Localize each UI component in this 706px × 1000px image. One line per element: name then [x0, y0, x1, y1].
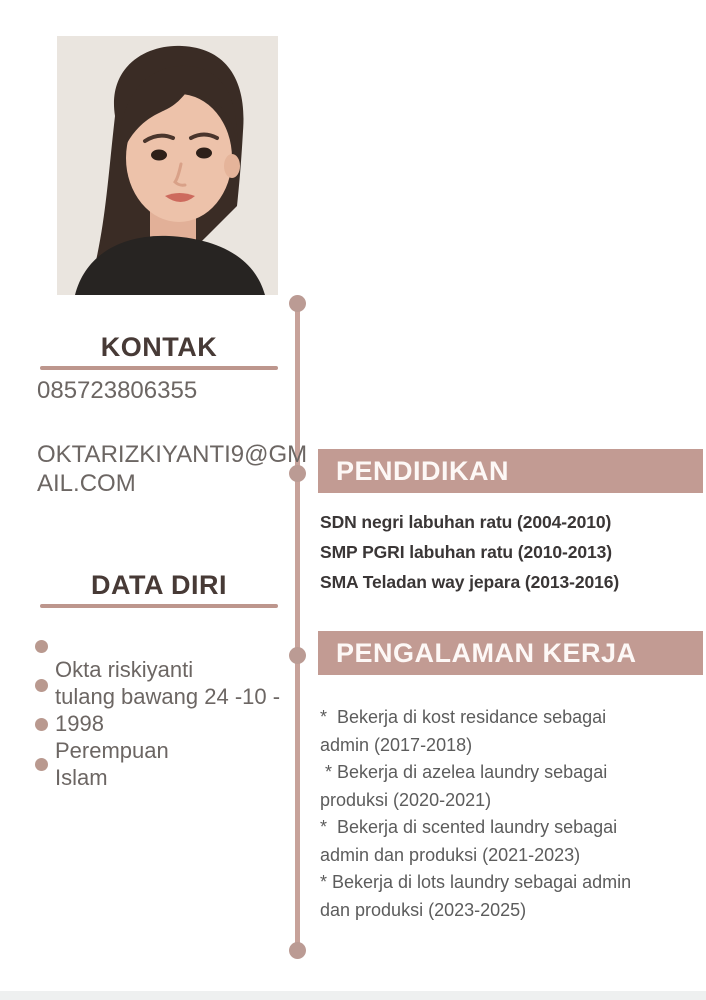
timeline-line [295, 303, 300, 951]
email-address: OKTARIZKIYANTI9@GMAIL.COM [37, 441, 308, 497]
profile-photo [57, 36, 278, 295]
footer-strip [0, 991, 706, 1000]
experience-list [320, 704, 645, 924]
education-item: SMA Teladan way jepara (2013-2016) [320, 572, 620, 592]
personal-data-item: Okta riskiyanti [55, 657, 194, 682]
personal-section-title: DATA DIRI [91, 570, 227, 600]
education-item: SMP PGRI labuhan ratu (2010-2013) [320, 542, 613, 562]
personal-data-list [55, 656, 305, 791]
experience-section-header: PENGALAMAN KERJA [318, 631, 703, 675]
experience-item: * Bekerja di azelea laundry sebagai produksi (2020-2021) [320, 762, 613, 810]
contact-section-title: KONTAK [100, 332, 218, 362]
experience-item: * Bekerja di kost residance sebagai admin (2017-2018) [320, 707, 612, 755]
bullet-icon [35, 718, 48, 731]
contact-title-underline [40, 366, 278, 370]
education-list [320, 507, 680, 597]
personal-data-item: Islam [55, 765, 108, 790]
personal-title-underline [40, 604, 278, 608]
experience-item: * Bekerja di lots laundry sebagai admin dan produksi (2023-2025) [320, 872, 637, 920]
bullet-icon [35, 758, 48, 771]
education-section-header: PENDIDIKAN [318, 449, 703, 493]
bullet-icon [35, 640, 48, 653]
bullet-icon [35, 679, 48, 692]
personal-data-item: tulang bawang 24 -10 - 1998 [55, 684, 281, 736]
personal-data-item: Perempuan [55, 738, 169, 763]
portrait-illustration [57, 36, 278, 295]
education-item: SDN negri labuhan ratu (2004-2010) [320, 512, 612, 532]
timeline-dot [289, 295, 306, 312]
experience-item: * Bekerja di scented laundry sebagai admin dan produksi (2021-2023) [320, 817, 623, 865]
timeline-dot [289, 942, 306, 959]
phone-number: 085723806355 [37, 377, 198, 404]
